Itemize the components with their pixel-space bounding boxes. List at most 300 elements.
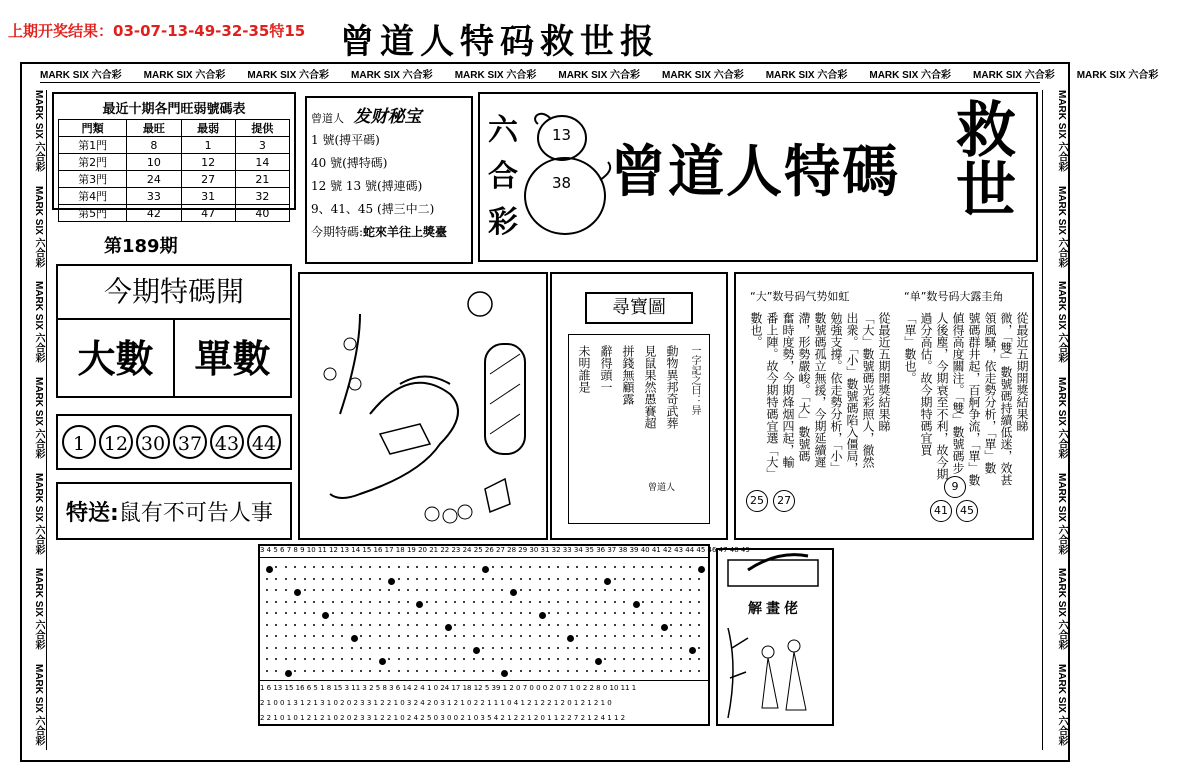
grid-dot xyxy=(322,670,324,672)
number-ball: 30 xyxy=(136,425,170,459)
grid-dot xyxy=(285,670,292,677)
grid-dot xyxy=(520,635,522,637)
grid-dot xyxy=(473,601,475,603)
grid-dot xyxy=(351,658,353,660)
table-cell: 1 xyxy=(181,137,235,154)
grid-dot xyxy=(492,566,494,568)
analysis-column: 出衆。「小」數號碼陷入僵局， xyxy=(845,312,859,474)
grid-dot xyxy=(633,624,635,626)
grid-dot xyxy=(501,658,503,660)
grid-dot xyxy=(398,647,400,649)
grid-dot xyxy=(351,647,353,649)
grid-dot xyxy=(595,589,597,591)
table-cell: 47 xyxy=(181,205,235,222)
grid-dot xyxy=(369,624,371,626)
band-label: MARK SIX 六合彩 xyxy=(247,70,330,81)
grid-dot xyxy=(567,612,569,614)
grid-dot xyxy=(698,635,700,637)
grid-dot xyxy=(398,635,400,637)
grid-dot xyxy=(586,670,588,672)
trend-grid-panel xyxy=(258,544,750,726)
grid-dot xyxy=(285,612,287,614)
grid-dot xyxy=(548,601,550,603)
brand-char: 彩 xyxy=(488,205,518,240)
grid-footer-row: 2 2 1 0 1 0 1 2 1 2 1 0 2 0 2 3 3 1 2 2 1 0 2 4 2 5 0 3 0 0 2 1 0 3 5 4 2 1 2 2 1 2 0 1 1 2 2 7 2 1 2 4 1 1 2 xyxy=(260,714,626,722)
grid-dot xyxy=(388,589,390,591)
grid-dot xyxy=(322,578,324,580)
grid-dot xyxy=(557,566,559,568)
band-label: MARK SIX 六合彩 xyxy=(1056,664,1067,746)
grid-dot xyxy=(595,566,597,568)
grid-dot xyxy=(529,647,531,649)
logo-panel xyxy=(478,92,1038,262)
grid-dot xyxy=(388,612,390,614)
grid-dot xyxy=(661,624,668,631)
grid-dot xyxy=(539,612,546,619)
grid-dot xyxy=(604,601,606,603)
grid-dot xyxy=(548,635,550,637)
grid-dot xyxy=(388,601,390,603)
grid-dot xyxy=(492,647,494,649)
grid-dot xyxy=(341,624,343,626)
grid-dot xyxy=(482,624,484,626)
band-label: MARK SIX 六合彩 xyxy=(1076,70,1159,81)
grid-dot xyxy=(539,566,541,568)
grid-dot xyxy=(661,601,663,603)
grid-dot xyxy=(595,670,597,672)
analysis-column: 領風騷，依走勢分析，「單」數 xyxy=(983,312,997,474)
grid-dot xyxy=(351,670,353,672)
grid-dot xyxy=(698,647,700,649)
grid-dot xyxy=(388,566,390,568)
grid-dot xyxy=(351,578,353,580)
grid-dot xyxy=(304,624,306,626)
grid-dot xyxy=(586,601,588,603)
grid-dot xyxy=(313,566,315,568)
grid-dot xyxy=(360,578,362,580)
grid-dot xyxy=(379,566,381,568)
grid-dot xyxy=(698,670,700,672)
grid-dot xyxy=(360,601,362,603)
grid-dot xyxy=(586,578,588,580)
band-label: MARK SIX 六合彩 xyxy=(143,70,226,81)
grid-dot xyxy=(633,601,640,608)
grid-dot xyxy=(416,624,418,626)
table-header: 最旺 xyxy=(127,120,181,137)
grid-dot xyxy=(576,624,578,626)
grid-dot xyxy=(341,601,343,603)
grid-dot xyxy=(454,624,456,626)
grid-dot xyxy=(482,589,484,591)
grid-dot xyxy=(614,612,616,614)
grid-footer-row: 1 6 13 15 16 6 5 1 8 15 3 11 3 2 5 8 3 6 14 2 4 1 0 24 17 18 12 5 39 1 2 0 7 0 0 0 2 0 7 1 0 2 2 8 0 10 11 1 xyxy=(260,684,637,692)
number-ball: 27 xyxy=(773,490,795,512)
grid-dot xyxy=(398,612,400,614)
grid-dot xyxy=(388,647,390,649)
grid-dot xyxy=(670,578,672,580)
grid-dot xyxy=(557,612,559,614)
grid-dot xyxy=(510,670,512,672)
grid-dot xyxy=(510,578,512,580)
treasure-title: 尋寶圖 xyxy=(585,292,693,324)
grid-dot xyxy=(454,589,456,591)
grid-dot xyxy=(407,589,409,591)
grid-dot xyxy=(463,612,465,614)
poem-column: 拼錢無顧露 xyxy=(621,345,635,405)
grid-dot xyxy=(445,566,447,568)
grid-dot xyxy=(670,670,672,672)
grid-dot xyxy=(294,658,296,660)
grid-dot xyxy=(388,670,390,672)
grid-dot xyxy=(351,566,353,568)
grid-dot xyxy=(501,647,503,649)
table-row xyxy=(59,171,290,188)
grid-dot xyxy=(473,578,475,580)
grid-dot xyxy=(492,658,494,660)
grid-dot xyxy=(520,670,522,672)
grid-dot xyxy=(529,566,531,568)
grid-dot xyxy=(313,589,315,591)
grid-dot xyxy=(407,670,409,672)
grid-dot xyxy=(642,601,644,603)
band-label: MARK SIX 六合彩 xyxy=(33,185,44,268)
grid-dot xyxy=(567,601,569,603)
grid-dot xyxy=(322,589,324,591)
grid-dot xyxy=(294,578,296,580)
grid-dot xyxy=(313,635,315,637)
grid-dot xyxy=(445,624,452,631)
grid-dot xyxy=(294,647,296,649)
grid-dot xyxy=(379,658,386,665)
analysis-head-right: “单”数号码大露圭角 xyxy=(904,290,1004,303)
grid-dot xyxy=(510,612,512,614)
grid-dot xyxy=(680,670,682,672)
table-row xyxy=(59,154,290,171)
left-mark-six-band xyxy=(22,90,47,750)
fortune-title-right: 发财秘宝 xyxy=(353,107,422,127)
grid-dot xyxy=(604,635,606,637)
grid-dot xyxy=(332,647,334,649)
grid-dot xyxy=(604,578,611,585)
grid-dot xyxy=(689,658,691,660)
grid-dot xyxy=(285,601,287,603)
grid-dot xyxy=(576,647,578,649)
grid-dot xyxy=(689,647,696,654)
grid-dot xyxy=(689,566,691,568)
grid-dot xyxy=(529,670,531,672)
grid-dot xyxy=(435,589,437,591)
grid-dot xyxy=(680,647,682,649)
fortune-line: 1 號(搏平碼) xyxy=(311,133,380,147)
grid-dot xyxy=(529,635,531,637)
grid-dot xyxy=(557,647,559,649)
grid-dot xyxy=(492,635,494,637)
grid-dot xyxy=(633,589,635,591)
grid-dot xyxy=(651,612,653,614)
grid-dot xyxy=(332,624,334,626)
grid-dot xyxy=(454,612,456,614)
grid-dot xyxy=(698,624,700,626)
grid-dot xyxy=(294,635,296,637)
grid-dot xyxy=(651,624,653,626)
grid-dot xyxy=(341,589,343,591)
analysis-column: 奮時度勢，今期烽烟四起，輸 xyxy=(781,312,795,468)
grid-dot xyxy=(642,635,644,637)
painting-title: 解畫佬 xyxy=(748,601,802,617)
analysis-column: 號碼群井起，百舸争流，「單」數 xyxy=(967,312,981,486)
grid-dot xyxy=(379,589,381,591)
grid-dot xyxy=(576,612,578,614)
grid-dot xyxy=(548,670,550,672)
grid-dot xyxy=(275,601,277,603)
grid-dot xyxy=(595,658,602,665)
grid-dot xyxy=(651,601,653,603)
grid-dot xyxy=(266,601,268,603)
grid-dot xyxy=(379,624,381,626)
grid-dot xyxy=(473,589,475,591)
grid-dot xyxy=(661,670,663,672)
grid-dot xyxy=(426,578,428,580)
fortune-line: 12 號 13 號(搏連碼) xyxy=(311,179,423,193)
grid-dot xyxy=(689,578,691,580)
gourd-number-b: 38 xyxy=(552,174,572,192)
grid-dot xyxy=(623,578,625,580)
grid-dot xyxy=(379,601,381,603)
grid-dot xyxy=(379,578,381,580)
poem-column: 辭得頭一 xyxy=(599,345,613,393)
grid-dot xyxy=(266,578,268,580)
grid-dot xyxy=(557,658,559,660)
grid-dot xyxy=(473,658,475,660)
grid-dot xyxy=(614,670,616,672)
band-label: MARK SIX 六合彩 xyxy=(33,377,44,459)
grid-dot xyxy=(369,612,371,614)
grid-dot xyxy=(341,658,343,660)
grid-dot xyxy=(360,647,362,649)
grid-dot xyxy=(661,658,663,660)
grid-dot xyxy=(520,647,522,649)
grid-dot xyxy=(614,566,616,568)
grid-dot xyxy=(595,624,597,626)
grid-dot xyxy=(266,670,268,672)
number-ball: 37 xyxy=(173,425,207,459)
grid-dot xyxy=(698,601,700,603)
grid-dot xyxy=(463,635,465,637)
grid-dot xyxy=(454,647,456,649)
grid-dot xyxy=(586,566,588,568)
grid-dot xyxy=(360,635,362,637)
grid-dot xyxy=(445,647,447,649)
table-cell: 12 xyxy=(181,154,235,171)
grid-dot xyxy=(360,566,362,568)
grid-dot xyxy=(698,612,700,614)
brand-char: 六 xyxy=(488,113,518,148)
grid-dot xyxy=(285,658,287,660)
grid-dot xyxy=(341,578,343,580)
grid-dot xyxy=(445,601,447,603)
grid-dot xyxy=(445,635,447,637)
table-cell: 第1門 xyxy=(59,137,127,154)
table-cell: 第4門 xyxy=(59,188,127,205)
grid-dot xyxy=(266,624,268,626)
grid-dot xyxy=(539,658,541,660)
grid-dot xyxy=(661,566,663,568)
band-label: MARK SIX 六合彩 xyxy=(973,70,1055,81)
logo-side: 救世 xyxy=(946,98,1016,218)
grid-dot xyxy=(360,612,362,614)
grid-dot xyxy=(501,578,503,580)
grid-dot xyxy=(567,635,574,642)
grid-dot xyxy=(341,670,343,672)
painting-panel xyxy=(716,548,834,726)
number-ball: 12 xyxy=(99,425,133,459)
grid-dot xyxy=(604,624,606,626)
grid-dot xyxy=(539,624,541,626)
grid-dot xyxy=(454,578,456,580)
grid-dot xyxy=(426,566,428,568)
grid-dot xyxy=(633,578,635,580)
grid-dot xyxy=(670,658,672,660)
grid-dot xyxy=(661,647,663,649)
grid-dot xyxy=(510,658,512,660)
grid-dot xyxy=(567,589,569,591)
grid-dot xyxy=(623,589,625,591)
grid-dot xyxy=(266,647,268,649)
grid-dot xyxy=(369,578,371,580)
grid-dot xyxy=(604,647,606,649)
grid-dot xyxy=(529,612,531,614)
grid-dot xyxy=(576,589,578,591)
grid-dot xyxy=(661,578,663,580)
grid-dot xyxy=(680,601,682,603)
tip-label: 特送: xyxy=(66,501,119,526)
grid-dot xyxy=(275,635,277,637)
grid-dot xyxy=(614,624,616,626)
grid-dot xyxy=(633,670,635,672)
grid-dot xyxy=(426,670,428,672)
grid-dot xyxy=(548,566,550,568)
analysis-column: 「單」數也。 xyxy=(903,312,917,384)
grid-dot xyxy=(313,624,315,626)
grid-dot xyxy=(304,658,306,660)
grid-dot xyxy=(473,647,480,654)
grid-dot xyxy=(416,658,418,660)
grid-dot xyxy=(416,589,418,591)
grid-dot xyxy=(304,612,306,614)
grid-dot xyxy=(445,589,447,591)
grid-dot xyxy=(567,624,569,626)
band-label: MARK SIX 六合彩 xyxy=(454,70,537,81)
grid-dot xyxy=(501,612,503,614)
grid-dot xyxy=(689,612,691,614)
grid-dot xyxy=(595,647,597,649)
grid-dot xyxy=(520,601,522,603)
grid-dot xyxy=(689,624,691,626)
grid-dot xyxy=(341,612,343,614)
grid-dot xyxy=(407,658,409,660)
grid-dot xyxy=(604,658,606,660)
right-mark-six-band xyxy=(1042,90,1069,750)
grid-dot xyxy=(351,624,353,626)
band-label: MARK SIX 六合彩 xyxy=(33,472,44,555)
grid-dot xyxy=(322,566,324,568)
band-label: MARK SIX 六合彩 xyxy=(40,70,122,81)
grid-dot xyxy=(557,589,559,591)
grid-dot xyxy=(445,578,447,580)
grid-dot xyxy=(435,578,437,580)
grid-dot xyxy=(492,612,494,614)
grid-dot xyxy=(698,566,705,573)
grid-dot xyxy=(388,658,390,660)
grid-dot xyxy=(322,624,324,626)
grid-dot xyxy=(492,589,494,591)
grid-dot xyxy=(492,624,494,626)
grid-dot xyxy=(341,635,343,637)
grid-dot xyxy=(388,578,395,585)
grid-dot xyxy=(557,578,559,580)
grid-dot xyxy=(294,566,296,568)
grid-dot xyxy=(285,589,287,591)
band-label: MARK SIX 六合彩 xyxy=(765,70,848,81)
table-cell: 21 xyxy=(235,171,289,188)
grid-dot xyxy=(670,601,672,603)
grid-dot xyxy=(379,647,381,649)
number-ball: 25 xyxy=(746,490,768,512)
grid-dot xyxy=(623,658,625,660)
grid-dot xyxy=(548,647,550,649)
grid-dot xyxy=(501,601,503,603)
grid-dot xyxy=(520,658,522,660)
band-label: MARK SIX 六合彩 xyxy=(1056,90,1067,172)
table-cell: 31 xyxy=(181,188,235,205)
grid-dot xyxy=(266,612,268,614)
poem-column: 動物異邦奇武葬 xyxy=(665,345,679,429)
grid-dot xyxy=(454,658,456,660)
grid-dot xyxy=(435,635,437,637)
analysis-column: 「大」數號碼光彩照人，徹然 xyxy=(861,312,875,468)
table-cell: 8 xyxy=(127,137,181,154)
grid-dot xyxy=(360,658,362,660)
grid-dot xyxy=(482,647,484,649)
grid-dot xyxy=(341,566,343,568)
grid-dot xyxy=(510,601,512,603)
grid-footer-row: 2 1 0 0 1 3 1 2 1 3 1 0 2 0 2 3 3 1 2 2 1 0 3 2 4 2 0 3 1 2 1 0 2 2 1 1 1 0 4 1 2 1 2 2 1 2 0 1 2 1 2 1 0 xyxy=(260,699,612,707)
grid-dot xyxy=(275,578,277,580)
grid-dot xyxy=(501,670,508,677)
band-label: MARK SIX 六合彩 xyxy=(1056,185,1067,268)
scroll-illustration xyxy=(718,550,832,594)
grid-dot xyxy=(642,670,644,672)
analysis-column: 從最近五期開獎結果睇 xyxy=(1015,312,1029,432)
grid-dot xyxy=(435,624,437,626)
grid-dot xyxy=(322,658,324,660)
grid-dot xyxy=(398,589,400,591)
grid-dot xyxy=(642,658,644,660)
grid-dot xyxy=(294,601,296,603)
table-cell: 第5門 xyxy=(59,205,127,222)
poem-column: 未明誰是 xyxy=(577,345,591,393)
grid-dot xyxy=(369,589,371,591)
grid-dot xyxy=(661,589,663,591)
grid-dot xyxy=(623,670,625,672)
grid-dot xyxy=(614,578,616,580)
grid-dot xyxy=(416,578,418,580)
grid-dot xyxy=(539,578,541,580)
band-label: MARK SIX 六合彩 xyxy=(662,70,744,81)
grid-dot xyxy=(369,647,371,649)
number-ball: 9 xyxy=(944,476,966,498)
grid-dot xyxy=(435,647,437,649)
